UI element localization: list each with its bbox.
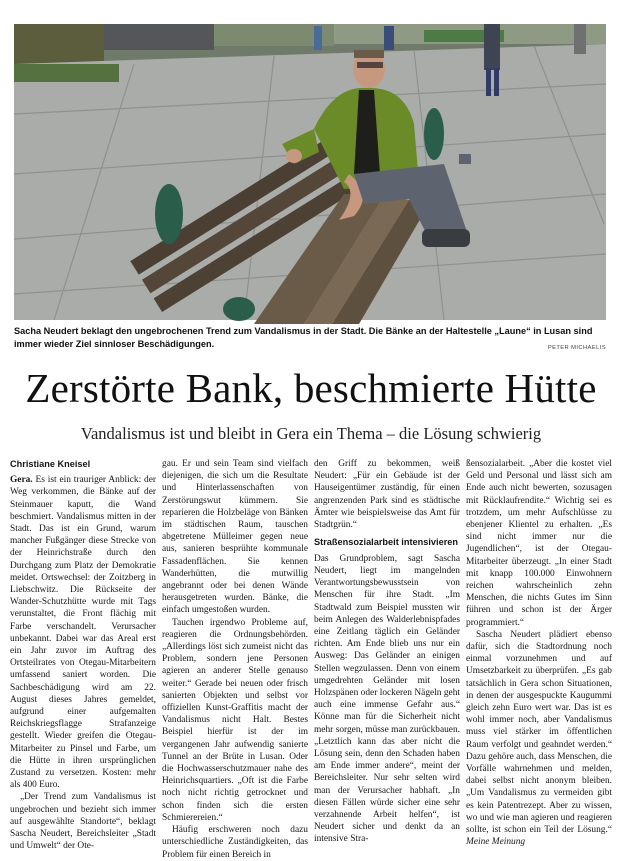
photo-credit: PETER MICHAELIS: [547, 345, 606, 351]
paragraph: Tauchen irgendwo Probleme auf, reagieren die Ordnungsbehörden. „Allerdings löst sich zumeist nicht das Problem, sondern jene Personen agieren an anderer Stelle genauso weiter.“ Gerade bei neuen oder frisch sanierten Objekten und selbst vor offiziellen Kunst-Graffitis macht der Vandalismus nicht Halt. Bestes Beispiel hierfür ist der im vergangenen Jahr aufwendig sanierte Tunnel an der Brüte in Lusan. Oder die Hochwasserschutzmauer nahe des Heinrichsquartiers. „Oft ist die Farbe noch nicht richtig getrocknet und schon finden sich die ersten Schmierereien.“: [162, 617, 308, 823]
article-column-1: [10, 458, 156, 850]
author-byline: Christiane Kneisel: [10, 459, 91, 469]
paragraph: Häufig erschweren noch dazu unterschiedliche Zuständigkeiten, das Problem für einen Bereich in: [162, 825, 308, 860]
section-subhead: Straßensozialarbeit intensivieren: [314, 537, 458, 548]
article-column-2: [162, 458, 308, 860]
paragraph: gau. Er und sein Team sind vielfach diejenigen, die sich um die Resultate und Hinterlassenschaften von Zerstörungswut kümmern. Sie reparieren die Holzbeläge von Bänken im städtischen Raum, tauschen abgetretene Mülleimer gegen neue aus, sanieren besprühte kommunale Fassadenflächen. Sie kennen Wanderhütten, die mutwillig angebrannt oder bei denen Wände herausgetreten wurden. Bänke, die einfach umgestoßen wurden.: [162, 459, 308, 616]
opinion-signature: Meine Meinung: [466, 837, 526, 848]
article-column-4: [466, 458, 612, 850]
photo-park-bench-illustration: [14, 24, 606, 320]
photo-caption: Sacha Neudert beklagt den ungebrochenen Trend zum Vandalismus in der Stadt. Die Bänke an der Haltestelle „Laune“ in Lusan sind immer wieder Ziel sinnloser Beschädigungen.: [14, 326, 593, 349]
paragraph: „Der Trend zum Vandalismus ist ungebrochen und bezieht sich immer auf ausgewählte Standorte“, beklagt Sascha Neudert, Bereichsleiter „Stadt und Umwelt“ der Ote-: [10, 792, 156, 852]
article-headline: Zerstörte Bank, beschmierte Hütte: [25, 365, 597, 411]
article-subheadline: Vandalismus ist und bleibt in Gera ein Thema – die Lösung schwierig: [80, 424, 542, 443]
paragraph-text: Sascha Neudert plädiert ebenso dafür, sich die Stadtordnung noch einmal vorzunehmen und auf Umsetzbarkeit zu überprüfen. „Es gab tatsächlich in Gera schon Situationen, in denen der ausgespuckte Kaugummi gleich zehn Euro wert war. Das ist es wohl immer noch, aber Vandalismus muss viel stärker im öffentlichen Raum verfolgt und geahndet werden.“ Dazu gehöre auch, dass Menschen, die Vorfälle wahrnehmen und melden, dabei selbst nicht anonym bleiben. „Um Vandalismus zu vermeiden gibt es kein Patentrezept. Aber zu wissen, wo und wie man agieren und reagieren sollte, ist schon ein Teil der Lösung.“: [466, 629, 612, 836]
paragraph-text: Es ist ein trauriger Anblick: der Weg verkommen, die Bänke auf der Steinmauer kaputt, die Wand beschmiert. Vandalismus mitten in der Stadt. Das ist ein Grund, warum mancher Fußgänger diese Strecke von der Heinrichstraße durch den Durchgang zum Platz der Demokratie meidet. Ortswechsel: der Zoitzberg in Liebschwitz. Die Rückseite der Wander-Schutzhütte wurde mit Tags verunstaltet, die Front flächig mit Farbe verschandelt. Verursacher unbekannt. Dabei war das Areal erst ein Jahr zuvor im Auftrag des Ortsteilrates von Otegau-Mitarbeitern umfassend saniert worden. Die Sachbeschädigung wird am 22. August dieses Jahres gemeldet, aufgrund einer aufgemalten Reichskriegsflagge Strafanzeige gestellt. Wieder greifen die Otegau-Mitarbeiter zu Pinsel und Farbe, um die Hütte in ihren ursprünglichen Zustand zu versetzen. Kosten: mehr als 400 Euro.: [10, 475, 157, 791]
paragraph: ßensozialarbeit. „Aber die kostet viel Geld und Personal und lässt sich am Ende auch nicht bewerten, sozusagen mit Rücklaufrendite.“ Wichtig sei es trotzdem, um mehr Aufschlüsse zu ebenjener Klientel zu erhalten. „Es sind nicht immer nur die Jugendlichen“, ist der Otegau-Mitarbeiter überzeugt. „In einer Stadt mit knapp 100.000 Einwohnern reichen wahrscheinlich zehn Menschen, die nichts Gutes im Sinn führen und schon ist der Ärger programmiert.“: [466, 459, 612, 628]
article-photo: [14, 24, 606, 320]
article-column-3: [314, 458, 460, 850]
paragraph: [466, 629, 612, 849]
paragraph: [10, 474, 156, 791]
paragraph: den Griff zu bekommen, weiß Neudert: „Für ein Gebäude ist der Hauseigentümer zuständig, für einen angrenzenden Park sind es städtische Ämter wie beispielsweise das Amt für Stadtgrün.“: [314, 459, 460, 531]
article-body: [10, 458, 614, 860]
paragraph: Das Grundproblem, sagt Sascha Neudert, liegt im mangelnden Verantwortungsbewusstsein von Menschen für ihre Stadt. „Im Stadtwald zum Beispiel mussten wir beim Anlegen des Walderlebnispfades eine Zeitlang täglich ein Geländer richten. Am Ende blieb uns nur ein Ausweg: Das Geländer an einigen Stellen wegzulassen. Denn von einem umgedrehten Geländer mit losen Holzspänen oder lockeren Nägeln geht auch eine immense Gefahr aus.“ Könne man für die Sicherheit nicht mehr sorgen, müsse man zurückbauen. „Letztlich kann das aber nicht die Lösung sein, denn den Schaden haben am Ende immer andere“, meint der Bereichsleiter. Nur sehr selten wird man der Verursacher habhaft. „In diesen Fällen würde sicher eine sehr verzahnende Arbeit helfen“, ist Neudert sicher und denkt da an intensive Stra-: [314, 553, 460, 845]
dateline: Gera.: [10, 475, 33, 486]
